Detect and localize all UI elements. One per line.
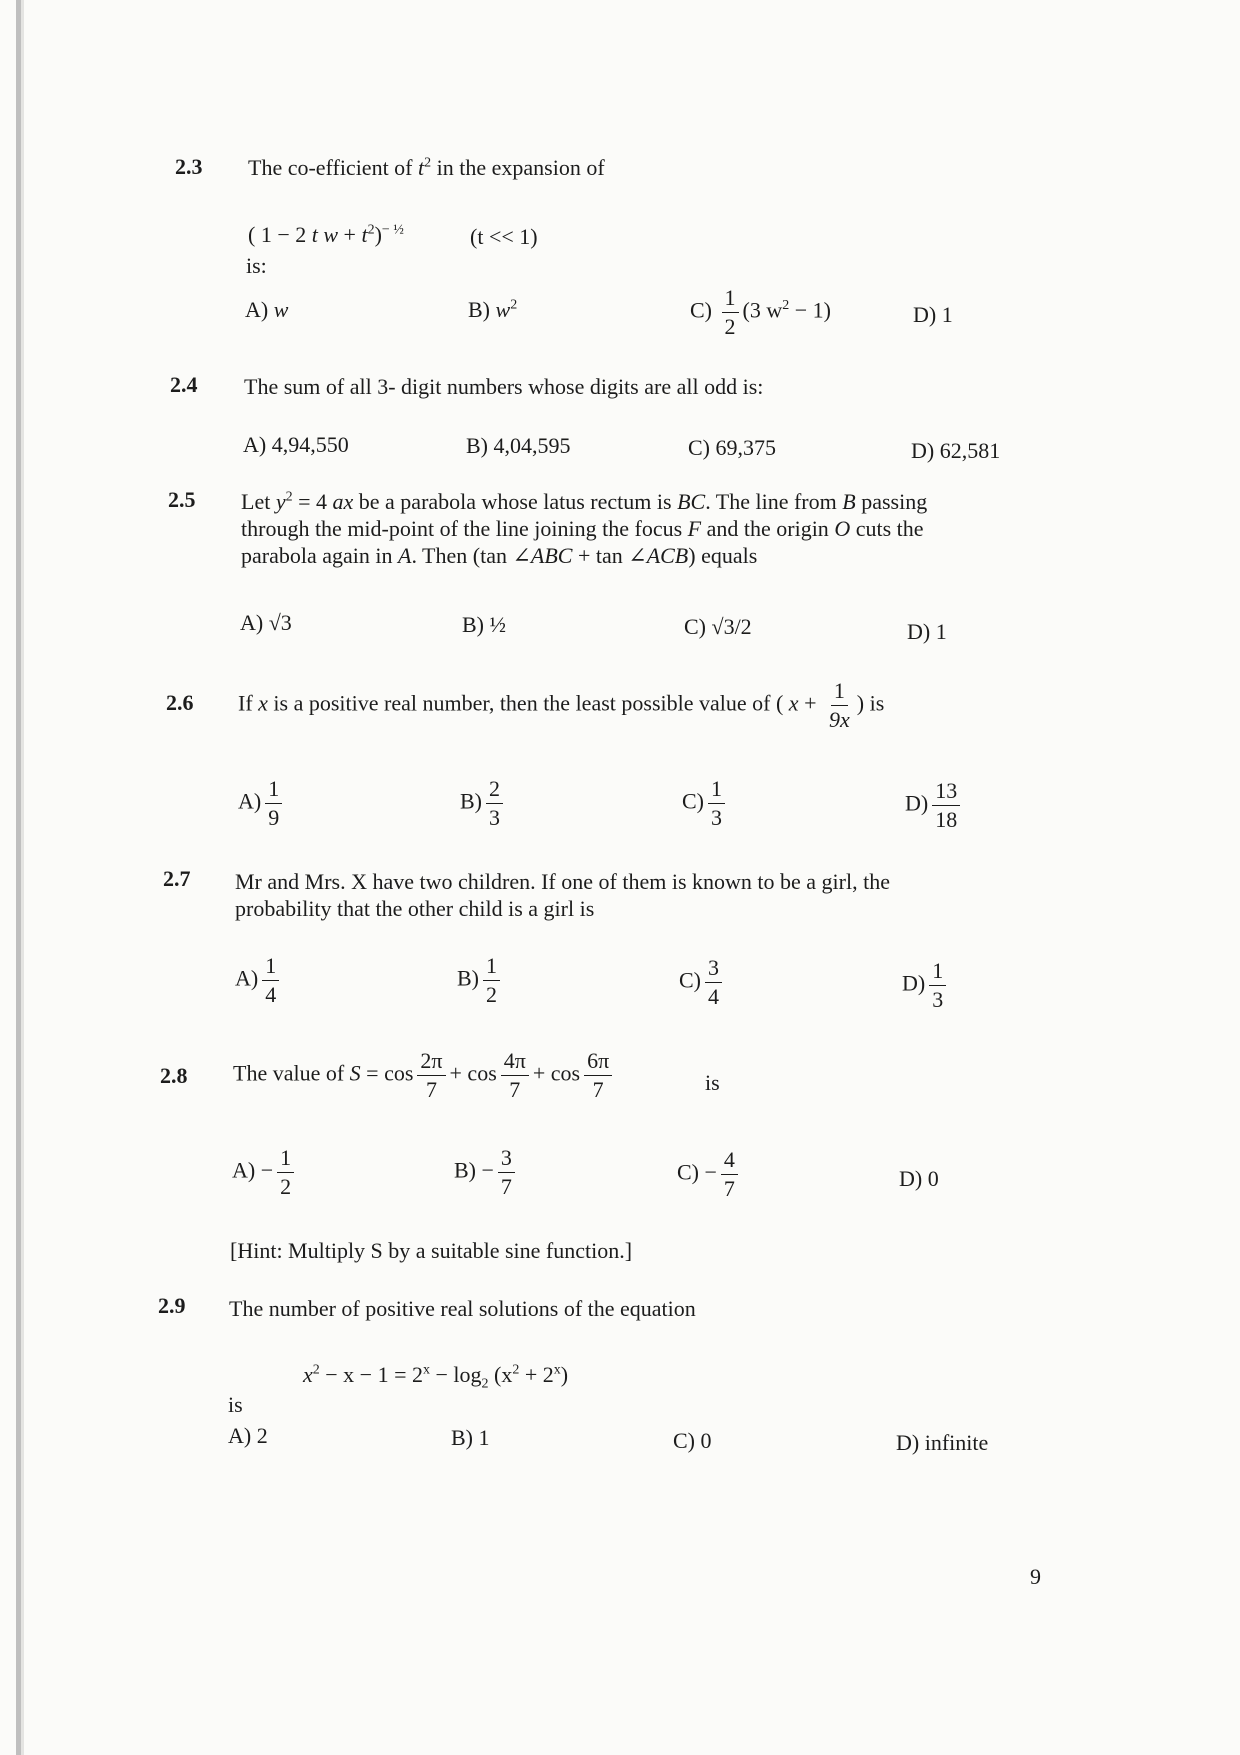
exp: 2 (285, 489, 293, 505)
var: x (783, 690, 799, 716)
fraction-den: 7 (500, 1174, 512, 1199)
option-label: D) (913, 302, 937, 327)
text: . Then (tan ∠ (411, 543, 531, 568)
option-exp: 2 (782, 298, 790, 314)
fraction-num: 6π (584, 1050, 612, 1076)
option-c: C) √3/2 (684, 614, 752, 639)
is-label: is: (246, 253, 267, 278)
expr-part: ) (374, 222, 382, 247)
text: cuts the (850, 516, 924, 541)
fraction-den: 18 (935, 807, 958, 832)
text: ) (560, 1362, 569, 1387)
option-value: w (273, 297, 289, 322)
question-line-1: Mr and Mrs. X have two children. If one of them is known to be a girl, the (235, 869, 890, 894)
fraction-den: 7 (425, 1077, 437, 1102)
option-a (245, 297, 288, 323)
option-c: C) 0 (673, 1428, 712, 1453)
option-label: A) (238, 788, 262, 814)
sub: 2 (481, 1376, 489, 1392)
is-label: is (705, 1070, 720, 1095)
text: The value of (233, 1060, 350, 1086)
text: + 2 (519, 1362, 554, 1387)
fraction (417, 1050, 445, 1101)
fraction (483, 955, 500, 1006)
var: BC (677, 489, 706, 514)
fraction (705, 957, 722, 1008)
option-a (238, 778, 286, 829)
text: + (798, 690, 822, 716)
fraction (708, 778, 725, 829)
option-b: B) 4,04,595 (466, 433, 571, 458)
fraction-num: 1 (831, 680, 848, 706)
option-b: B) ½ (462, 612, 506, 637)
var: x (303, 1362, 313, 1387)
text: ) is (856, 690, 885, 716)
fraction-num: 1 (483, 955, 500, 981)
fraction-num: 13 (932, 780, 960, 806)
stem-var: t (418, 155, 425, 180)
fraction-den: 3 (711, 805, 722, 830)
option-d: D) 62,581 (911, 438, 1001, 463)
question-number: 2.4 (170, 372, 198, 397)
fraction-den: 3 (489, 805, 500, 830)
fraction (486, 778, 503, 829)
var: B (842, 489, 856, 514)
exp: x (553, 1362, 561, 1378)
option-b: B) 1 (451, 1425, 490, 1450)
var: x (258, 690, 268, 716)
question-line-3 (241, 543, 757, 569)
option-value: 0 (927, 1166, 939, 1191)
text: is a positive real number, then the least possible value of ( (267, 690, 784, 716)
expr-part: + (338, 222, 362, 247)
expr-var: w (317, 222, 339, 247)
option-c (677, 1149, 742, 1200)
option-b (454, 1147, 519, 1198)
question-stem (238, 680, 884, 731)
option-d (905, 780, 964, 831)
text: passing (855, 489, 928, 514)
fraction-num: 4 (721, 1149, 738, 1175)
text: (x (488, 1362, 513, 1387)
fraction (265, 778, 282, 829)
exp: x (423, 1362, 430, 1378)
option-value: 1 (941, 302, 953, 327)
question-number: 2.3 (175, 154, 203, 179)
option-c (690, 287, 831, 338)
option-sign: − (704, 1159, 717, 1185)
text: = cos (360, 1060, 414, 1086)
var: A (398, 543, 412, 568)
stem-text: in the expansion of (431, 155, 605, 180)
question-line-2: probability that the other child is a girl is (235, 896, 595, 921)
option-c (682, 778, 729, 829)
option-label: C) (677, 1159, 699, 1185)
fraction-num: 2π (417, 1050, 445, 1076)
text: Let (241, 489, 276, 514)
question-number: 2.5 (168, 487, 196, 512)
text: . The line from (705, 489, 843, 514)
option-label: D) (905, 790, 929, 816)
option-exp: 2 (510, 297, 518, 313)
question-number: 2.7 (163, 866, 191, 891)
option-sign: − (260, 1157, 274, 1183)
fraction (501, 1050, 529, 1101)
fraction (584, 1050, 612, 1101)
option-b (460, 778, 507, 829)
question-number: 2.8 (160, 1063, 188, 1088)
option-d (913, 302, 953, 328)
fraction-den: 7 (509, 1077, 521, 1102)
option-label: A) (245, 297, 269, 322)
expr-exp: − ½ (381, 222, 404, 238)
option-b (468, 297, 517, 323)
question-line-2 (241, 516, 924, 542)
option-value: − 1) (789, 297, 831, 323)
option-label: D) (902, 970, 926, 996)
option-b (457, 955, 504, 1006)
fraction-den: 9x (828, 707, 850, 732)
text: ) equals (688, 543, 758, 568)
var: ACB (646, 543, 689, 568)
option-label: D) (899, 1166, 923, 1191)
fraction (721, 1149, 738, 1200)
expr-exp: 2 (367, 222, 375, 238)
fraction-num: 1 (708, 778, 725, 804)
equation (303, 1362, 568, 1392)
expr-var: t (361, 222, 368, 247)
text: If (238, 690, 259, 716)
option-label: C) (679, 967, 701, 993)
var: O (834, 516, 851, 541)
option-label: B) (454, 1157, 476, 1183)
fraction-num: 3 (498, 1147, 515, 1173)
fraction (262, 955, 279, 1006)
option-a (235, 955, 283, 1006)
var: ax (332, 489, 354, 514)
fraction-num: 3 (705, 957, 722, 983)
question-stem: The number of positive real solutions of the equation (229, 1296, 696, 1321)
fraction-num: 1 (929, 960, 946, 986)
hint-text: [Hint: Multiply S by a suitable sine function.] (230, 1238, 633, 1263)
fraction (929, 960, 946, 1011)
text: = 4 (292, 489, 333, 514)
option-d (899, 1166, 939, 1192)
fraction-num: 4π (501, 1050, 529, 1076)
question-number: 2.6 (166, 690, 194, 715)
fraction-den: 4 (708, 984, 719, 1009)
text: through the mid-point of the line joining the focus (241, 516, 688, 541)
fraction-num: 2 (486, 778, 503, 804)
text: + cos (532, 1060, 581, 1086)
fraction-den: 3 (932, 987, 944, 1012)
page-number: 9 (1030, 1564, 1041, 1589)
option-sign: − (481, 1157, 494, 1183)
text: + cos (449, 1060, 497, 1086)
fraction (932, 780, 960, 831)
text: − x − 1 = 2 (319, 1362, 423, 1387)
scan-edge-shadow (21, 0, 24, 1755)
fraction-num: 1 (722, 287, 739, 313)
fraction-den: 7 (723, 1176, 735, 1201)
option-label: C) (682, 788, 704, 814)
option-c: C) 69,375 (688, 435, 776, 460)
option-a: A) √3 (240, 610, 292, 635)
stem-text: The co-efficient of (248, 155, 419, 180)
option-label: B) (460, 788, 482, 814)
expr-var: t (311, 222, 318, 247)
option-label: A) (232, 1157, 256, 1183)
fraction-den: 4 (265, 982, 277, 1007)
text: parabola again in (241, 543, 398, 568)
fraction (498, 1147, 515, 1198)
var: S (349, 1060, 361, 1086)
question-stem (248, 155, 605, 181)
fraction-den: 2 (280, 1174, 292, 1199)
option-c (679, 957, 726, 1008)
question-line-1 (241, 489, 927, 515)
option-d: D) infinite (896, 1430, 989, 1455)
option-value: (3 w (742, 297, 783, 323)
option-a: A) 4,94,550 (243, 432, 349, 457)
is-label: is (228, 1392, 243, 1417)
option-a (232, 1147, 298, 1198)
option-d: D) 1 (907, 619, 947, 644)
question-number: 2.9 (158, 1293, 186, 1318)
exp: 2 (312, 1362, 320, 1378)
text: + tan ∠ (572, 543, 647, 568)
stem-exp: 2 (424, 155, 432, 171)
fraction-num: 1 (277, 1147, 294, 1173)
question-stem (233, 1050, 616, 1101)
option-value: w (495, 297, 511, 322)
fraction-num: 1 (265, 778, 282, 804)
fraction (277, 1147, 294, 1198)
question-stem: The sum of all 3- digit numbers whose digits are all odd is: (244, 374, 764, 399)
option-d (902, 960, 950, 1011)
text: be a parabola whose latus rectum is (353, 489, 678, 514)
exp: 2 (512, 1362, 520, 1378)
fraction (826, 680, 853, 731)
option-label: B) (468, 297, 490, 322)
fraction-den: 9 (268, 805, 280, 830)
fraction (722, 287, 739, 338)
fraction-num: 1 (262, 955, 279, 981)
option-label: A) (235, 965, 259, 991)
expr-part: ( 1 − 2 (248, 222, 312, 247)
var: y (275, 489, 286, 514)
text: − log (430, 1362, 482, 1387)
option-label: C) (690, 297, 712, 323)
option-a: A) 2 (228, 1423, 268, 1448)
fraction-den: 7 (592, 1077, 604, 1102)
fraction-den: 2 (724, 314, 736, 339)
fraction-den: 2 (486, 982, 497, 1007)
var: F (687, 516, 702, 541)
option-label: B) (457, 965, 479, 991)
expression (248, 222, 404, 248)
condition: (t << 1) (470, 224, 538, 249)
text: and the origin (701, 516, 835, 541)
var: ABC (530, 543, 573, 568)
